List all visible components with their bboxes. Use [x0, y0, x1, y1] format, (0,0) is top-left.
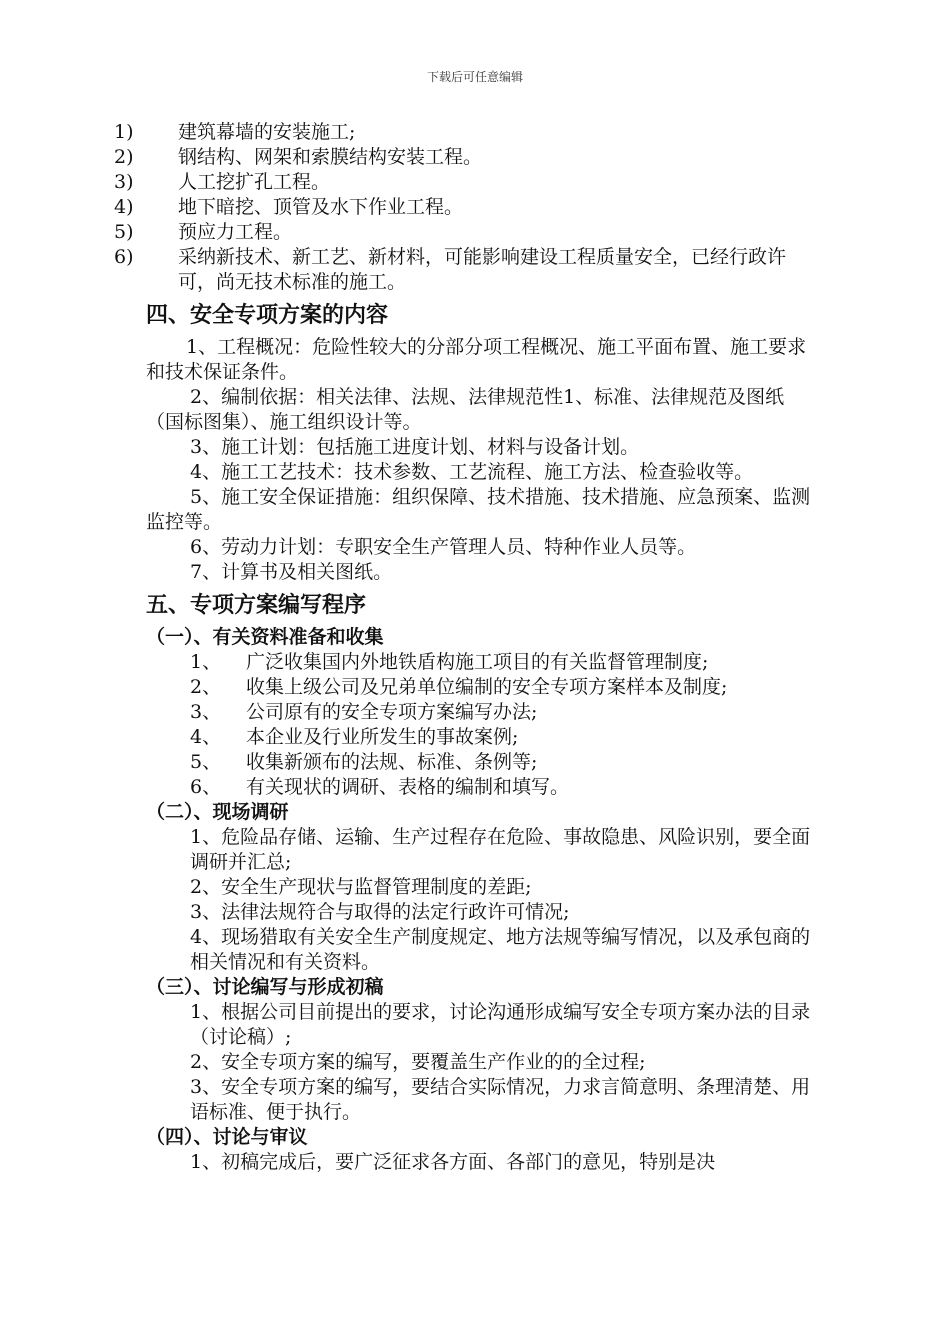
list-item: 2、安全专项方案的编写，要覆盖生产作业的的全过程;: [190, 1051, 646, 1073]
section-heading: 四、安全专项方案的内容: [146, 303, 389, 328]
document-body: [114, 120, 822, 1175]
list-item: 1、危险品存储、运输、生产过程存在危险、事故隐患、风险识别，要全面调研并汇总;: [190, 826, 811, 873]
list-item: 6、 有关现状的调研、表格的编制和填写。: [190, 776, 570, 798]
subsection-heading: （四）、讨论与审议: [146, 1126, 308, 1148]
list-item: 1、初稿完成后，要广泛征求各方面、各部门的意见，特别是决: [190, 1151, 716, 1173]
paragraph: 6、劳动力计划：专职安全生产管理人员、特种作业人员等。: [190, 536, 697, 558]
list-item: 3、 公司原有的安全专项方案编写办法;: [190, 701, 538, 723]
list-top: [114, 120, 822, 295]
list-item: 1、 广泛收集国内外地铁盾构施工项目的有关监督管理制度;: [190, 651, 709, 673]
subsection-heading: （一）、有关资料准备和收集: [146, 626, 384, 648]
list-item: 2、安全生产现状与监督管理制度的差距;: [190, 876, 532, 898]
page-header: 下载后可任意编辑: [426, 70, 523, 84]
list-item: 3、安全专项方案的编写，要结合实际情况，力求言简意明、条理清楚、用语标准、便于执行。: [190, 1076, 811, 1123]
list-item: 1、根据公司目前提出的要求，讨论沟通形成编写安全专项方案办法的目录（讨论稿）;: [190, 1001, 811, 1048]
list-item: 5) 预应力工程。: [114, 221, 293, 243]
paragraph: 4、施工工艺技术：技术参数、工艺流程、施工方法、检查验收等。: [190, 461, 754, 483]
list-item: 2、 收集上级公司及兄弟单位编制的安全专项方案样本及制度;: [190, 676, 728, 698]
list-item: 6) 采纳新技术、新工艺、新材料，可能影响建设工程质量安全，已经行政许可，尚无技术标准的施工。: [114, 246, 787, 293]
subsection-heading: （三）、讨论编写与形成初稿: [146, 976, 384, 998]
list-item: 4、 本企业及行业所发生的事故案例;: [190, 726, 519, 748]
subsection-heading: （二）、现场调研: [146, 801, 289, 823]
section-heading: 五、专项方案编写程序: [146, 593, 367, 618]
list-item: 1) 建筑幕墙的安装施工;: [114, 121, 356, 143]
list-item: 3) 人工挖扩孔工程。: [114, 171, 331, 193]
paragraph: 1、工程概况：危险性较大的分部分项工程概况、施工平面布置、施工要求和技术保证条件。: [146, 336, 807, 383]
paragraph: 2、编制依据：相关法律、法规、法律规范性1、标准、法律规范及图纸（国标图集）、施工组织设计等。: [146, 386, 785, 433]
list-item: 2) 钢结构、网架和索膜结构安装工程。: [114, 146, 483, 168]
list-item: 5、 收集新颁布的法规、标准、条例等;: [190, 751, 538, 773]
list-item: 4、现场猎取有关安全生产制度规定、地方法规等编写情况，以及承包商的相关情况和有关资料。: [190, 926, 811, 973]
paragraph: 5、施工安全保证措施：组织保障、技术措施、技术措施、应急预案、监测监控等。: [146, 486, 811, 533]
paragraph: 7、计算书及相关图纸。: [190, 561, 393, 583]
paragraph: 3、施工计划：包括施工进度计划、材料与设备计划。: [190, 436, 640, 458]
list-item: 4) 地下暗挖、顶管及水下作业工程。: [114, 196, 464, 218]
list-item: 3、法律法规符合与取得的法定行政许可情况;: [190, 901, 570, 923]
